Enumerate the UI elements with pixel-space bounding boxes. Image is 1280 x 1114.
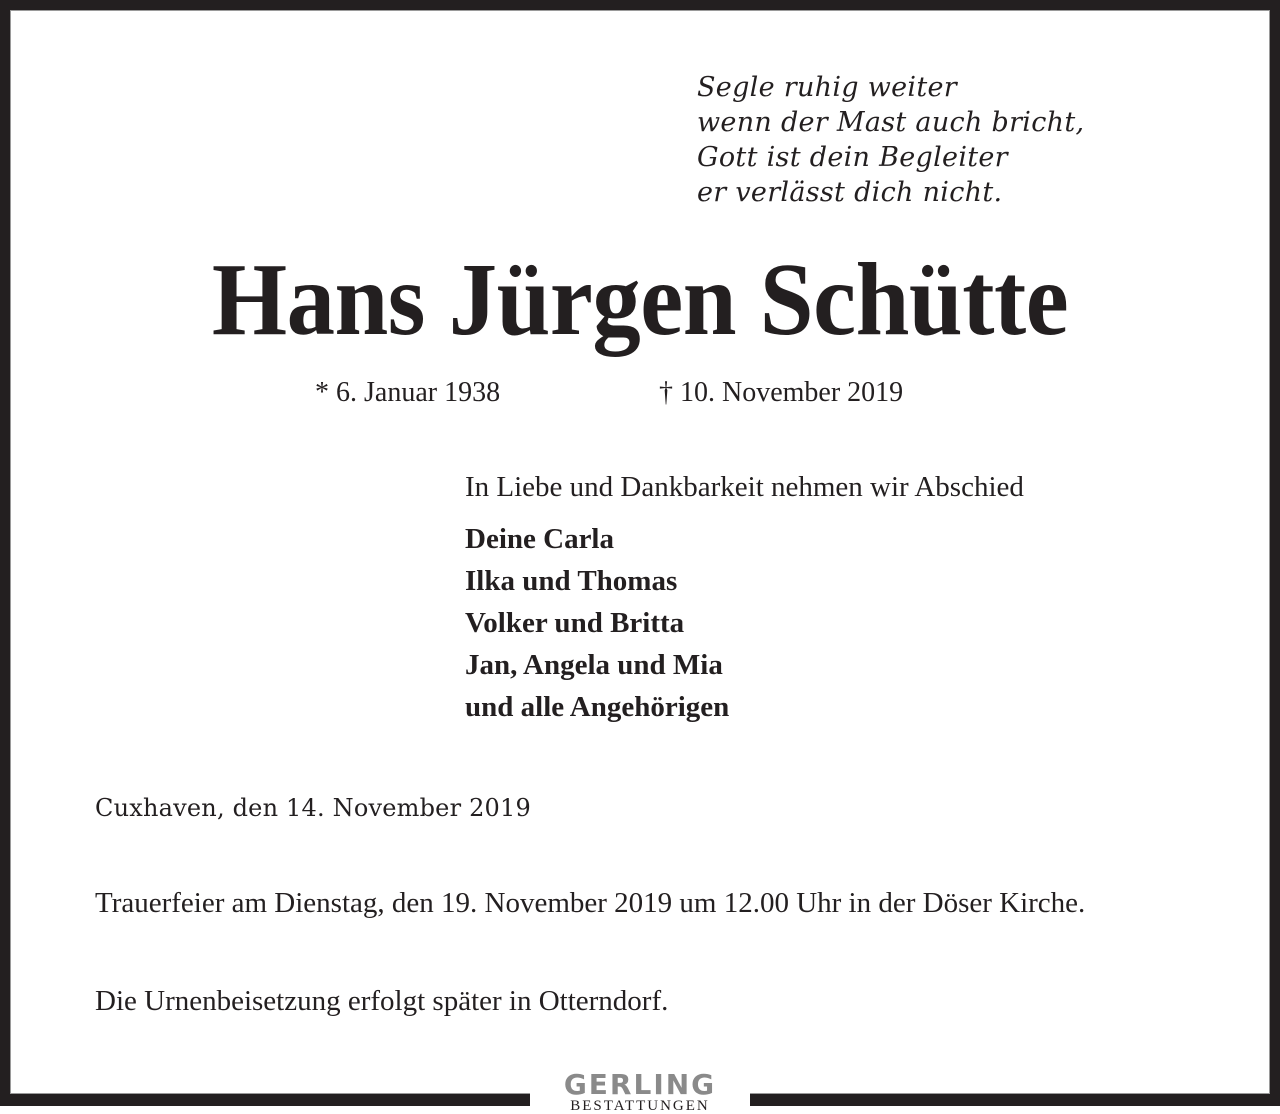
poem-line: Segle ruhig weiter (697, 72, 958, 103)
funeral-home-logo: GERLING (563, 1068, 717, 1101)
family-member: Ilka und Thomas (465, 565, 678, 597)
family-member: Jan, Angela und Mia (465, 649, 723, 681)
deceased-name: Hans Jürgen Schütte (211, 242, 1069, 357)
family-member: Volker und Britta (465, 607, 685, 639)
burial-info: Die Urnenbeisetzung erfolgt später in Otterndorf. (95, 985, 669, 1017)
poem-verse (697, 70, 1084, 210)
service-info: Trauerfeier am Dienstag, den 19. November 2019 um 12.00 Uhr in der Döser Kirche. (95, 887, 1086, 919)
poem-line: Gott ist dein Begleiter (697, 142, 1008, 173)
poem-line: er verlässt dich nicht. (697, 177, 1003, 208)
birth-date: * 6. Januar 1938 (315, 377, 501, 408)
family-member: und alle Angehörigen (465, 691, 730, 723)
poem-line: wenn der Mast auch bricht, (697, 107, 1085, 138)
family-member: Deine Carla (465, 523, 614, 555)
death-date: † 10. November 2019 (659, 377, 904, 408)
family-list (465, 518, 729, 728)
place-date: Cuxhaven, den 14. November 2019 (95, 794, 531, 822)
farewell-text: In Liebe und Dankbarkeit nehmen wir Abschied (465, 471, 1024, 503)
funeral-home-logo-subtitle: BESTATTUNGEN (570, 1098, 710, 1114)
